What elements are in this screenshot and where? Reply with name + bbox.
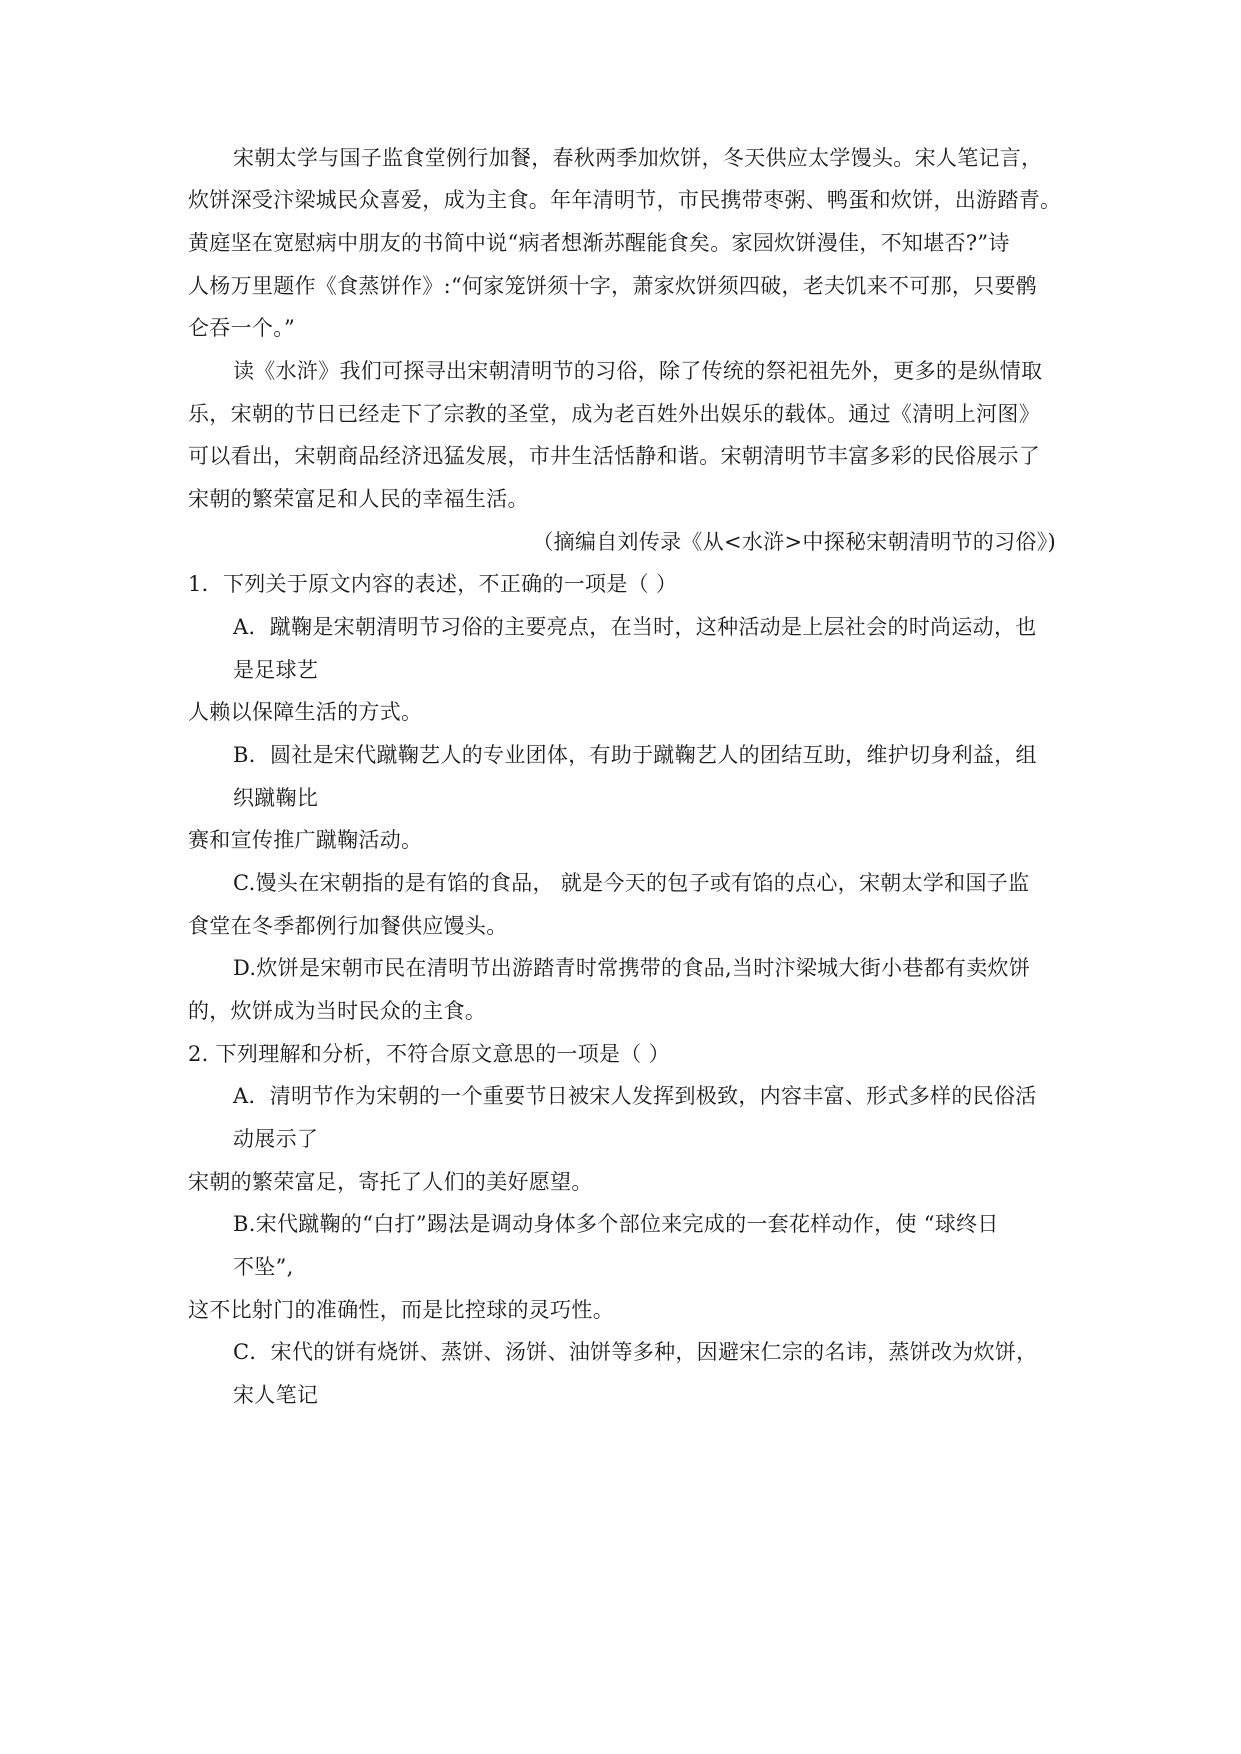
paragraph-1-line-1: 宋朝太学与国子监食堂例行加餐，春秋两季加炊饼，冬天供应太学馒头。宋人笔记言，	[233, 146, 1043, 170]
source-citation: （摘编自刘传录《从<水浒>中探秘宋朝清明节的习俗》)	[532, 530, 1056, 554]
paragraph-1-line-2: 炊饼深受汴梁城民众喜爱，成为主食。年年清明节，市民携带枣粥、鸭蛋和炊饼，出游踏青。	[188, 188, 1062, 212]
q2-option-b-line-2: 不坠”,	[233, 1255, 294, 1279]
q2-option-b-line-1: B.宋代蹴鞠的“白打”踢法是调动身体多个部位来完成的一套花样动作，使 “球终日	[233, 1212, 999, 1236]
q2-option-a-line-1: A．清明节作为宋朝的一个重要节日被宋人发挥到极致，内容丰富、形式多样的民俗活	[233, 1084, 1037, 1108]
paragraph-1-line-3: 黄庭坚在宽慰病中朋友的书简中说“病者想渐苏醒能食矣。家园炊饼漫佳，不知堪否?”诗	[188, 231, 1010, 255]
q2-option-c-line-1: C．宋代的饼有烧饼、蒸饼、汤饼、油饼等多种，因避宋仁宗的名讳，蒸饼改为炊饼，	[233, 1340, 1038, 1364]
q2-option-c-line-2: 宋人笔记	[233, 1383, 319, 1407]
paragraph-2-line-4: 宋朝的繁荣富足和人民的幸福生活。	[188, 487, 529, 511]
paragraph-2-line-3: 可以看出，宋朝商品经济迅猛发展，市井生活恬静和谐。宋朝清明节丰富多彩的民俗展示了	[188, 444, 1040, 468]
q1-option-d-continuation: 的，炊饼成为当时民众的主食。	[188, 999, 487, 1023]
paragraph-1-line-5: 仑吞一个。”	[188, 316, 296, 340]
paragraph-2-line-2: 乐，宋朝的节日已经走下了宗教的圣堂，成为老百姓外出娱乐的载体。通过《清明上河图》	[188, 402, 1040, 426]
paragraph-1-line-4: 人杨万里题作《食蒸饼作》:“何家笼饼须十字，萧家炊饼须四破，老夫饥来不可那，只要鹘	[188, 274, 1038, 298]
paragraph-2-line-1: 读《水浒》我们可探寻出宋朝清明节的习俗，除了传统的祭祀祖先外，更多的是纵情取	[233, 359, 1043, 383]
q2-option-a-continuation: 宋朝的繁荣富足，寄托了人们的美好愿望。	[188, 1170, 593, 1194]
q1-option-c-line-1: C.馒头在宋朝指的是有馅的食品， 就是今天的包子或有馅的点心，宋朝太学和国子监	[233, 871, 1030, 895]
q1-option-a-line-2: 是足球艺	[233, 658, 319, 682]
q2-option-b-continuation: 这不比射门的准确性，而是比控球的灵巧性。	[188, 1298, 614, 1322]
q1-option-b-line-1: B．圆社是宋代蹴鞠艺人的专业团体，有助于蹴鞠艺人的团结互助，维护切身利益，组	[233, 743, 1037, 767]
q1-option-b-line-2: 织蹴鞠比	[233, 786, 319, 810]
q1-option-c-continuation: 食堂在冬季都例行加餐供应馒头。	[188, 914, 508, 938]
q1-option-b-continuation: 赛和宣传推广蹴鞠活动。	[188, 828, 423, 852]
q1-option-a-continuation: 人赖以保障生活的方式。	[188, 700, 423, 724]
question-2-stem: 2. 下列理解和分析，不符合原文意思的一项是（ ）	[188, 1042, 670, 1066]
question-1-stem: 1．下列关于原文内容的表述，不正确的一项是（ ）	[188, 572, 678, 596]
q1-option-d-line-1: D.炊饼是宋朝市民在清明节出游踏青时常携带的食品,当时汴梁城大街小巷都有卖炊饼	[233, 956, 1031, 980]
q2-option-a-line-2: 动展示了	[233, 1127, 319, 1151]
q1-option-a-line-1: A．蹴鞠是宋朝清明节习俗的主要亮点，在当时，这种活动是上层社会的时尚运动，也	[233, 615, 1037, 639]
